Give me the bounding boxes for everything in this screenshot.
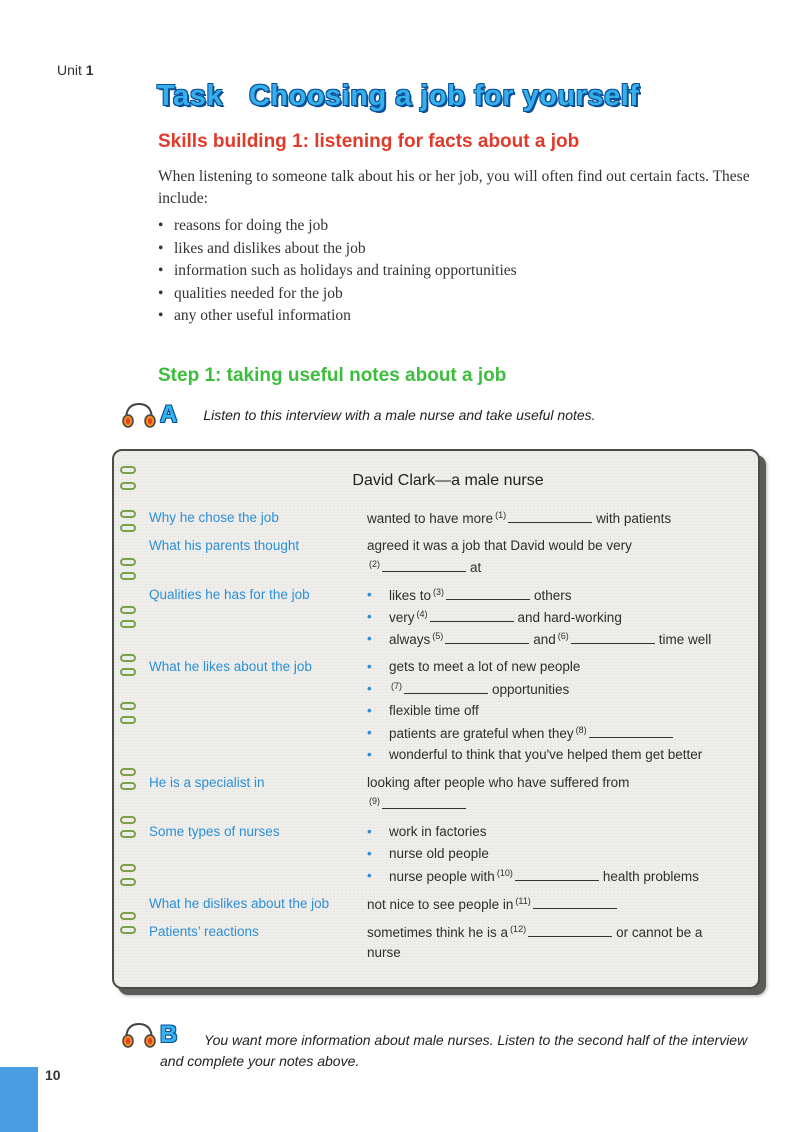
headphones-icon[interactable] bbox=[120, 1020, 158, 1050]
list-item: • reasons for doing the job bbox=[158, 215, 517, 238]
headphones-icon[interactable] bbox=[120, 400, 158, 430]
ring-icon bbox=[120, 912, 136, 920]
ring-icon bbox=[120, 702, 136, 710]
page-edge-strip bbox=[0, 1067, 38, 1132]
list-item: • qualities needed for the job bbox=[158, 283, 517, 306]
answer-line: • patients are grateful when they $^{(8)}$ bbox=[367, 725, 677, 741]
answer-blank-9[interactable] bbox=[382, 797, 466, 809]
part-a-instruction: Listen to this interview with a male nurse and take useful notes. bbox=[203, 407, 596, 423]
answer-blank-10[interactable] bbox=[515, 869, 599, 881]
answer-line: (9) bbox=[367, 796, 470, 812]
answer-blank-7[interactable] bbox=[404, 682, 488, 694]
answer-line: wanted to have more $^{(1)}$ with patients bbox=[367, 510, 672, 526]
ring-icon bbox=[120, 716, 136, 724]
ring-icon bbox=[120, 524, 136, 532]
answer-blank-5[interactable] bbox=[445, 632, 529, 644]
answer-line: • always $^{(5)}$ and $^{(6)}$ time well bbox=[367, 631, 711, 647]
list-item: • information such as holidays and training opportunities bbox=[158, 260, 517, 283]
ring-icon bbox=[120, 816, 136, 824]
answer-line: sometimes think he is a $^{(12)}$ or cannot be a bbox=[367, 924, 703, 940]
answer-line: looking after people who have suffered from bbox=[367, 775, 630, 790]
step-heading: Step 1: taking useful notes about a job bbox=[158, 365, 507, 386]
answer-blank-12[interactable] bbox=[528, 925, 612, 937]
part-a-instruction-row bbox=[120, 400, 596, 430]
answer-blank-2[interactable] bbox=[382, 560, 466, 572]
question-label: He is a specialist in bbox=[149, 775, 265, 790]
question-label: Patients’ reactions bbox=[149, 924, 259, 939]
list-item: • any other useful information bbox=[158, 305, 517, 328]
task-title bbox=[157, 80, 639, 113]
question-label: Qualities he has for the job bbox=[149, 587, 310, 602]
facts-list bbox=[158, 215, 517, 328]
answer-line: not nice to see people in $^{(11)}$ bbox=[367, 896, 621, 912]
question-label: Some types of nurses bbox=[149, 824, 280, 839]
unit-number: 1 bbox=[85, 62, 94, 78]
ring-icon bbox=[120, 668, 136, 676]
ring-icon bbox=[120, 830, 136, 838]
answer-line: • flexible time off bbox=[367, 703, 479, 718]
ring-icon bbox=[120, 510, 136, 518]
ring-icon bbox=[120, 926, 136, 934]
task-title-text: Choosing a job for yourself bbox=[248, 80, 640, 112]
question-label: What he likes about the job bbox=[149, 659, 312, 674]
question-label: What his parents thought bbox=[149, 538, 300, 553]
answer-blank-1[interactable] bbox=[508, 511, 592, 523]
ring-icon bbox=[120, 864, 136, 872]
answer-blank-3[interactable] bbox=[446, 588, 530, 600]
answer-blank-6[interactable] bbox=[571, 632, 655, 644]
answer-line: • wonderful to think that you've helped them get better bbox=[367, 747, 702, 762]
answer-line: agreed it was a job that David would be very bbox=[367, 538, 632, 553]
question-label: Why he chose the job bbox=[149, 510, 279, 525]
ring-icon bbox=[120, 620, 136, 628]
answer-line: • nurse old people bbox=[367, 846, 489, 861]
unit-word: Unit bbox=[57, 62, 82, 78]
ring-icon bbox=[120, 606, 136, 614]
ring-icon bbox=[120, 572, 136, 580]
unit-label bbox=[57, 62, 94, 78]
page-number: 10 bbox=[45, 1067, 61, 1083]
answer-line: • $^{(7)}$ opportunities bbox=[367, 681, 569, 697]
answer-line: • nurse people with $^{(10)}$ health problems bbox=[367, 868, 699, 884]
ring-icon bbox=[120, 654, 136, 662]
intro-paragraph: When listening to someone talk about his or her job, you will often find out certain facts. These include: bbox=[158, 168, 750, 207]
ring-icon bbox=[120, 558, 136, 566]
answer-blank-11[interactable] bbox=[533, 897, 617, 909]
answer-line: • work in factories bbox=[367, 824, 487, 839]
answer-blank-4[interactable] bbox=[430, 610, 514, 622]
answer-line: nurse bbox=[367, 945, 401, 960]
skills-heading: Skills building 1: listening for facts about a job bbox=[158, 131, 580, 152]
part-b-badge: B bbox=[160, 1021, 178, 1048]
answer-blank-8[interactable] bbox=[589, 726, 673, 738]
task-word: Task bbox=[157, 80, 223, 112]
answer-line: • very $^{(4)}$ and hard-working bbox=[367, 609, 622, 625]
answer-line: • likes to $^{(3)}$ others bbox=[367, 587, 572, 603]
list-item: • likes and dislikes about the job bbox=[158, 238, 517, 261]
ring-icon bbox=[120, 878, 136, 886]
part-b-instruction: You want more information about male nurses. Listen to the second half of the interview and complete your notes above. bbox=[160, 1032, 748, 1069]
answer-line: $^{(2)}$ at bbox=[369, 559, 482, 575]
ring-icon bbox=[120, 782, 136, 790]
ring-icon bbox=[120, 768, 136, 776]
notebook-rings bbox=[116, 462, 138, 962]
part-a-badge: A bbox=[160, 401, 178, 428]
notebook-title: David Clark—a male nurse bbox=[352, 472, 544, 489]
answer-line: • gets to meet a lot of new people bbox=[367, 659, 580, 674]
question-label: What he dislikes about the job bbox=[149, 896, 330, 911]
